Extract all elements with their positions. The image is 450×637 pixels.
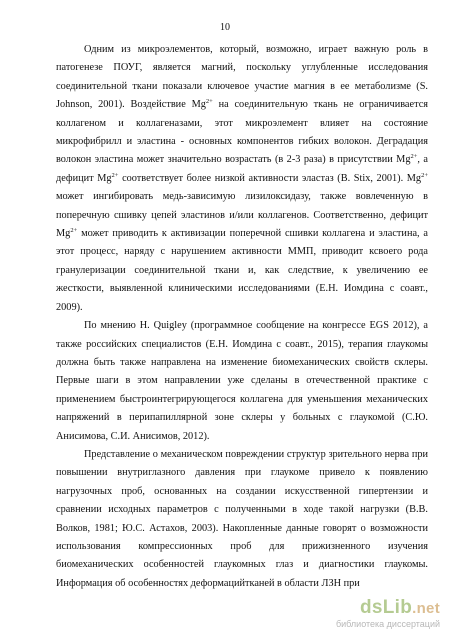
- document-body: [56, 41, 428, 593]
- paragraph: Представление о механическом повреждении структур зрительного нерва при повышении внутриглазного давления при глаукоме привело к появлению нагрузочных проб, основанных на создании искусственной гипертензии и сравнении исходных параметров с полученными в ходе такой нагрузки (В.В. Волков, 1981; Ю.С. Астахов, 2003). Накопленные данные говорят о возможности использования компрессионных проб для прижизненного изучения биомеханических особенностей глаукомных глаз и диагностики глаукомы. Информация об особенностях деформацийтканей в области ЛЗН при: [56, 448, 428, 589]
- watermark-logo: dsLib.net: [359, 597, 440, 618]
- page-number: 10: [220, 22, 230, 33]
- paragraph: По мнению H. Quigley (программное сообщение на конгрессе EGS 2012), а также российских специалистов (Е.Н. Иомдина с соавт., 2015), терапия глаукомы должна быть также направлена на изменение биомеханических свойств склеры. Первые шаги в этом направлении уже сделаны в отечественной практике с применением быстроинтегрирующегося коллагена для уменьшения механических напряжений в перипапиллярной зоне склеры у больных с глаукомой (С.Ю. Анисимова, С.И. Анисимов, 2012).: [56, 320, 428, 442]
- watermark-tagline: библиотека диссертаций: [335, 619, 440, 629]
- watermark: [336, 598, 440, 630]
- paragraph: Одним из микроэлементов, который, возможно, играет важную роль в патогенезе ПОУГ, является магний, поскольку углубленные исследования соединительной ткани показали ключевое участие магния в ее метаболизме (S. Johnson, 2001). Воздействие $Mg^{2+}$ на соединительную ткань не ограничивается коллагеном и коллагеназами, этот микроэлемент влияет на состояние микрофибрилл и эластина - основных компонентов гибких волокон. Деградация волокон эластина может значительно возрастать (в 2-3 раза) в присутствии $Mg^{2+}$, а дефицит $Mg^{2+}$ соответствует более низкой активности эластаз (B. Stix, 2001). $Mg^{2+}$ может ингибировать медь-зависимую лизилоксидазу, также вовлеченную в поперечную сшивку цепей эластинов и/или коллагенов. Соответственно, дефицит $Mg^{2+}$ может приводить к активизации поперечной сшивки коллагена и эластина, а этот процесс, наряду с нарушением активности ММП, приводит ксвоего рода гранулеризации соединительной ткани и, как следствие, к увеличению ее жесткости, выявленной клиническими исследованиями (Е.Н. Иомдина с соавт., 2009).: [56, 44, 428, 313]
